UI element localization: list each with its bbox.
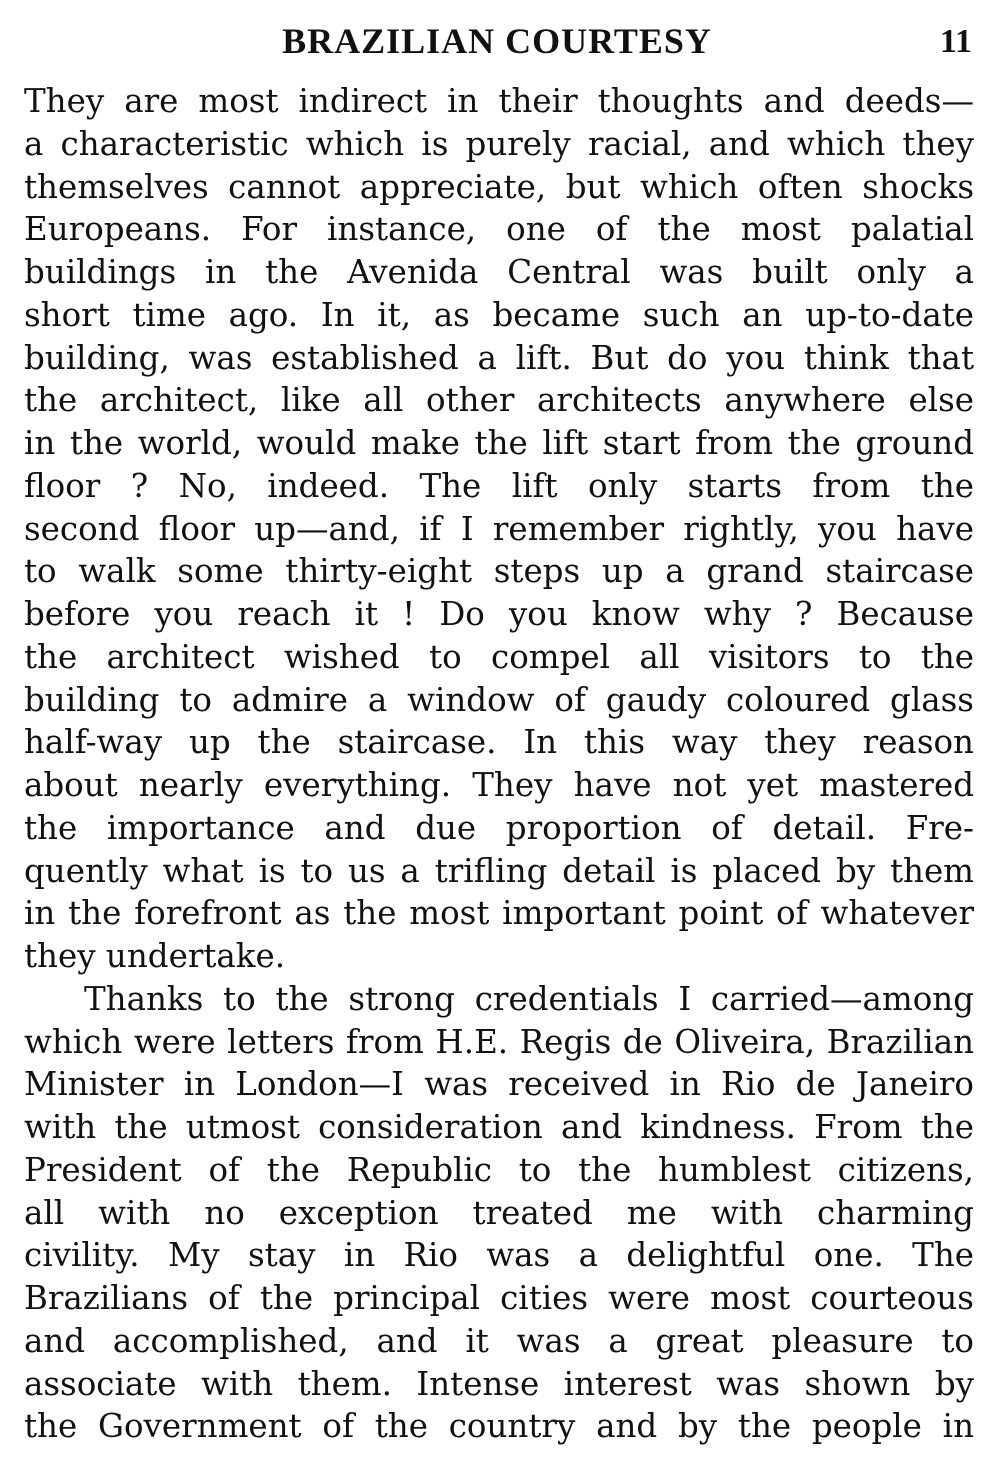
text-line: all with no exception treated me with charming [24, 1193, 974, 1232]
text-line: in the forefront as the most important point of whatever [24, 894, 974, 933]
text-line: floor ? No, indeed. The lift only starts from the [24, 466, 974, 505]
text-line: Thanks to the strong credentials I carried—among [84, 979, 974, 1018]
text-line: building to admire a window of gaudy coloured glass [24, 680, 974, 719]
text-line: second floor up—and, if I remember rightly, you have [24, 509, 974, 548]
text-line: the importance and due proportion of detail. Fre- [24, 808, 974, 847]
text-line: to walk some thirty-eight steps up a grand staircase [24, 552, 974, 591]
text-line: and accomplished, and it was a great pleasure to [24, 1321, 974, 1360]
page-number: 11 [939, 23, 972, 60]
text-line: they undertake. [24, 937, 286, 975]
text-line: building, was established a lift. But do you think that [24, 338, 974, 377]
body-text [24, 80, 974, 1448]
text-line: buildings in the Avenida Central was built only a [24, 253, 974, 291]
text-line: which were letters from H.E. Regis de Oliveira, Brazilian [24, 1022, 974, 1061]
text-line: Minister in London—I was received in Rio de Janeiro [24, 1065, 974, 1104]
text-line: Europeans. For instance, one of the most palatial [24, 210, 974, 249]
text-line: They are most indirect in their thoughts and deeds— [24, 82, 974, 120]
text-line: short time ago. In it, as became such an up-to-date [24, 295, 974, 334]
text-line: quently what is to us a trifling detail is placed by them [24, 851, 974, 890]
text-line: the Government of the country and by the people in [24, 1407, 974, 1446]
text-line: Brazilians of the principal cities were most courteous [24, 1279, 974, 1317]
text-line: a characteristic which is purely racial, and which they [24, 124, 974, 163]
text-line: in the world, would make the lift start from the ground [24, 424, 974, 462]
text-line: President of the Republic to the humblest citizens, [24, 1150, 974, 1189]
text-line: civility. My stay in Rio was a delightful one. The [24, 1236, 974, 1275]
text-line: themselves cannot appreciate, but which often shocks [24, 167, 974, 206]
text-line: associate with them. Intense interest was shown by [24, 1364, 974, 1403]
text-line: before you reach it ! Do you know why ? Because [24, 595, 974, 633]
chapter-title: BRAZILIAN COURTESY [282, 21, 712, 61]
text-line: the architect wished to compel all visitors to the [24, 637, 974, 676]
text-line: about nearly everything. They have not yet mastered [24, 766, 974, 804]
text-line: half-way up the staircase. In this way they reason [24, 723, 974, 762]
text-line: the architect, like all other architects anywhere else [24, 381, 974, 420]
running-head [22, 18, 972, 68]
text-line: with the utmost consideration and kindness. From the [24, 1108, 974, 1146]
